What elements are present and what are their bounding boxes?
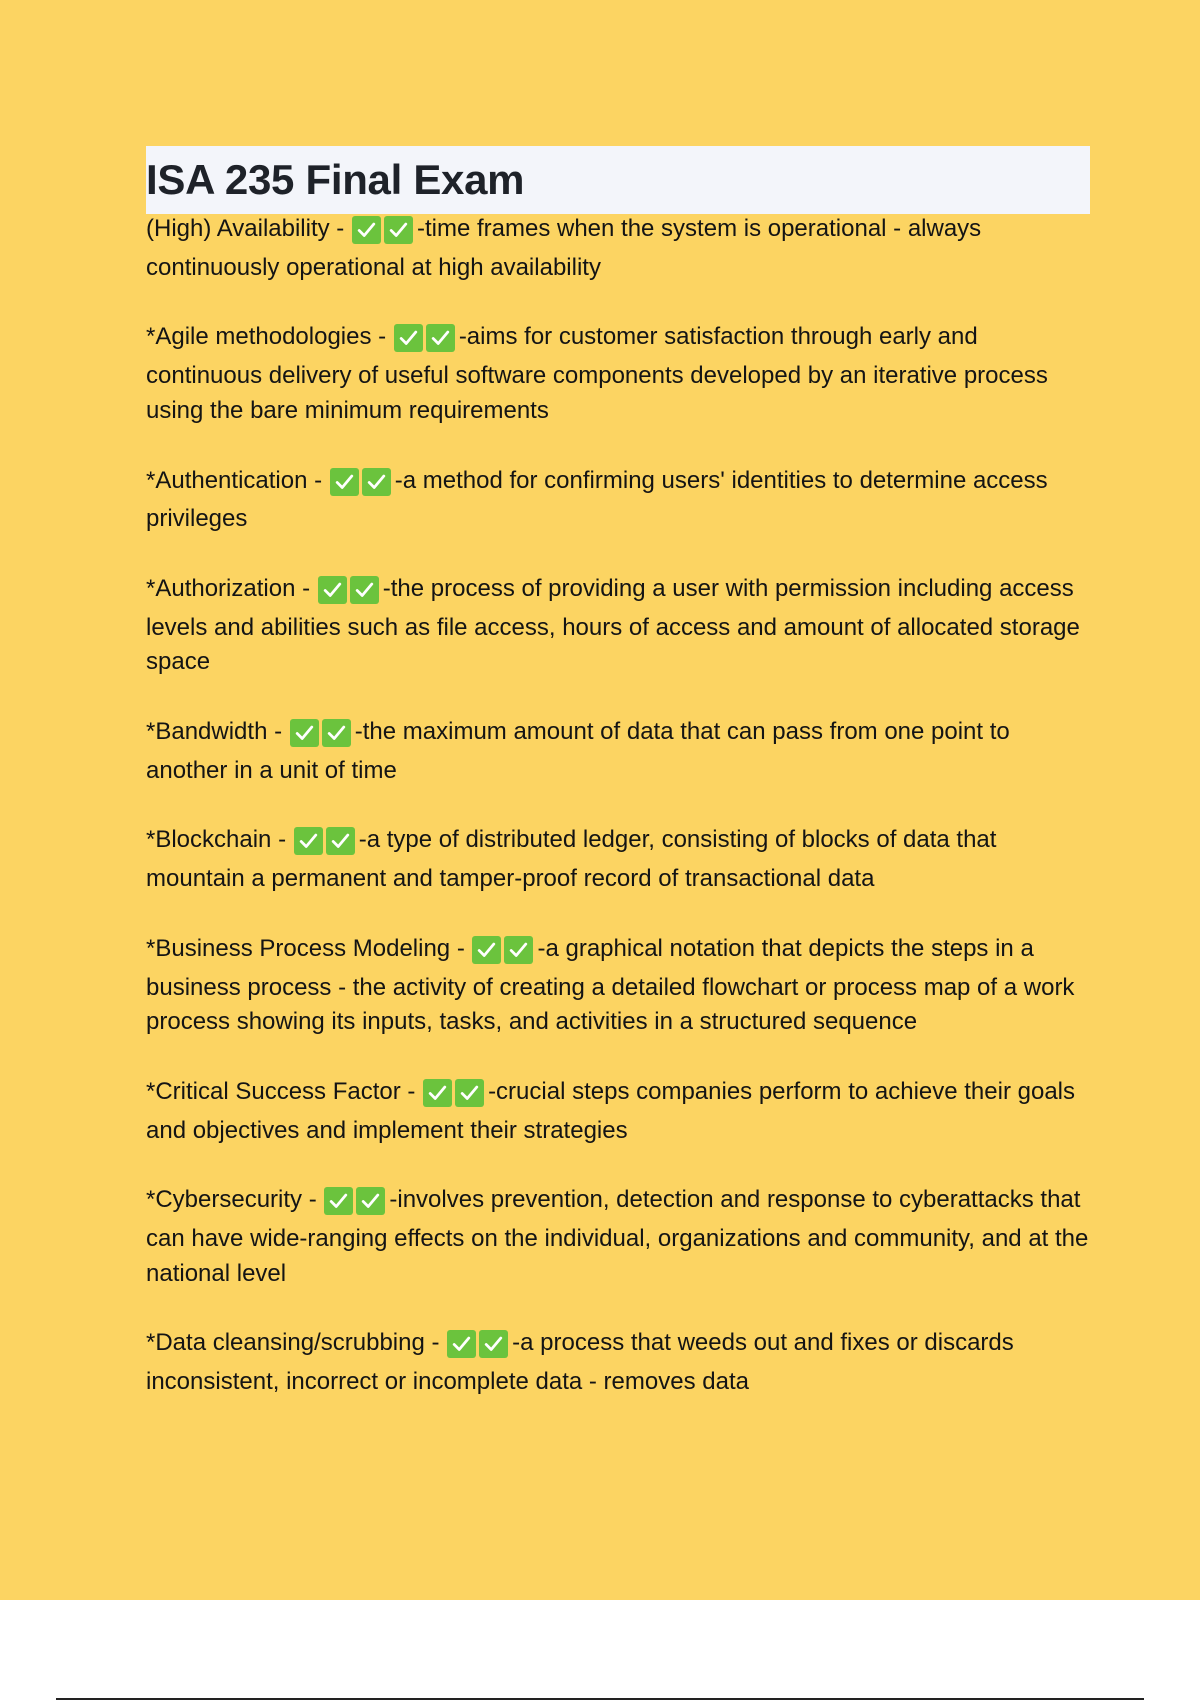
glossary-entry (146, 212, 1096, 285)
entry-definition: -a type of distributed ledger, consisting of blocks of data that mountain a permanent and tamper-proof record of transactional data (146, 826, 997, 893)
check-mark-icon (330, 468, 359, 496)
check-mark-icon (394, 324, 423, 352)
entry-definition: -the maximum amount of data that can pass from one point to another in a unit of time (146, 718, 1010, 784)
check-mark-icon (362, 468, 391, 496)
check-mark-icon (326, 827, 355, 855)
entry-term: *Cybersecurity (146, 1186, 303, 1214)
entry-separator: - (450, 934, 472, 962)
check-mark-icon (426, 324, 455, 352)
check-mark-icon (294, 827, 323, 855)
check-mark-icon (352, 216, 381, 244)
glossary-entry (146, 464, 1096, 537)
glossary-entry (146, 1326, 1096, 1399)
check-mark-icon (455, 1079, 484, 1107)
entry-separator: - (302, 1186, 324, 1214)
glossary-entry (146, 1183, 1096, 1291)
entry-term: *Agile methodologies (146, 323, 372, 351)
check-marks (472, 936, 536, 971)
check-mark-icon (384, 216, 413, 244)
entry-definition: -a method for confirming users' identities to determine access privileges (146, 466, 1048, 533)
page-title: ISA 235 Final Exam (146, 156, 525, 203)
entry-definition: -involves prevention, detection and response to cyberattacks that can have wide-ranging effects on the individual, organizations and community, and at the national level (146, 1186, 1089, 1287)
check-mark-icon (504, 936, 533, 964)
check-mark-icon (324, 1187, 353, 1215)
entry-term: *Data cleansing/scrubbing (146, 1329, 425, 1357)
entry-term: *Authorization (146, 574, 296, 602)
entry-term: (High) Availability (146, 215, 330, 242)
check-marks (290, 719, 354, 754)
check-marks (330, 468, 394, 503)
check-marks (318, 576, 382, 611)
check-marks (294, 827, 358, 862)
glossary-entry (146, 823, 1096, 896)
check-mark-icon (318, 576, 347, 604)
check-marks (394, 324, 458, 359)
check-marks (447, 1330, 511, 1365)
entry-separator: - (329, 215, 351, 242)
entry-definition: -the process of providing a user with permission including access levels and abilities such as file access, hours of access and amount of allocated storage space (146, 574, 1080, 676)
entry-definition: -a process that weeds out and fixes or discards inconsistent, incorrect or incomplete data - removes data (146, 1329, 1014, 1396)
entry-term: *Business Process Modeling (146, 934, 451, 962)
title-banner (146, 146, 1090, 214)
entry-term: *Critical Success Factor (146, 1077, 401, 1105)
check-mark-icon (350, 576, 379, 604)
entry-term: *Authentication (146, 466, 308, 494)
entry-definition: -time frames when the system is operational - always continuously operational at high availability (146, 215, 982, 281)
entry-separator: - (424, 1329, 447, 1357)
entry-definition: -aims for customer satisfaction through early and continuous delivery of useful software components developed by an iterative process using the bare minimum requirements (146, 323, 1048, 424)
check-mark-icon (356, 1187, 385, 1215)
check-mark-icon (479, 1330, 508, 1358)
check-mark-icon (423, 1079, 452, 1107)
check-mark-icon (322, 719, 351, 747)
entry-separator: - (271, 826, 293, 854)
glossary-entry (146, 320, 1096, 428)
check-mark-icon (472, 936, 501, 964)
glossary-list (146, 212, 1096, 1435)
entry-term: *Bandwidth (146, 718, 268, 746)
entry-separator: - (371, 323, 393, 351)
check-mark-icon (447, 1330, 476, 1358)
glossary-entry (146, 715, 1096, 788)
entry-separator: - (267, 718, 289, 746)
entry-definition: -crucial steps companies perform to achieve their goals and objectives and implement their strategies (146, 1077, 1075, 1144)
check-marks (423, 1079, 487, 1114)
entry-term: *Blockchain (146, 826, 272, 854)
entry-separator: - (400, 1077, 423, 1105)
check-marks (324, 1187, 388, 1222)
glossary-entry (146, 932, 1096, 1040)
glossary-entry (146, 572, 1096, 680)
check-marks (352, 216, 416, 251)
entry-separator: - (295, 574, 317, 602)
entry-separator: - (307, 466, 329, 494)
entry-definition: -a graphical notation that depicts the steps in a business process - the activity of creating a detailed flowchart or process map of a work process showing its inputs, tasks, and activities in a structured sequence (146, 934, 1075, 1036)
check-mark-icon (290, 719, 319, 747)
glossary-entry (146, 1075, 1096, 1148)
